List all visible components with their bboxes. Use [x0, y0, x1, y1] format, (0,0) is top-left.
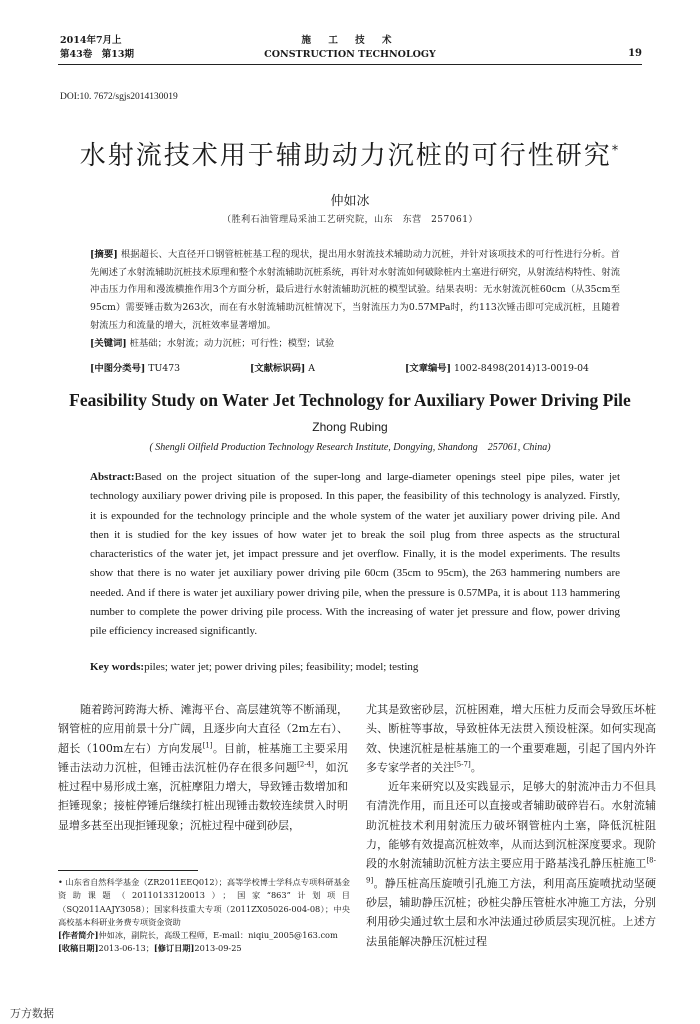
title-footnote-mark: * — [611, 143, 621, 159]
revised-label: [修订日期] — [153, 943, 195, 954]
article-no-block — [405, 362, 589, 376]
paragraph-text: 尤其是致密砂层，沉桩困难，增大压桩力反而会导致压坏桩头、断桩等事故，导致桩体无法贯入预设桩深。如何实现高效、快速沉桩是桩基施工的一个重要难题，引起了国内外许多专家学者的关注 — [366, 703, 656, 774]
doc-code-label: [文献标识码] — [250, 363, 306, 374]
citation: [8-9] — [366, 856, 656, 885]
fund-note: • 山东省自然科学基金（ZR2011EEQ012）；高等学校博士学科点专项科研基金资助课题（20110133120013）；国家“863”计划项目（SQ2011AAJY3058）；国家科技重大专项（2011ZX05026-004-08）；中央高校基本科研业务费专项资金资助 — [58, 877, 350, 927]
citation: [1] — [202, 740, 213, 749]
author-bio — [58, 929, 350, 942]
dates — [58, 942, 350, 955]
abstract-cn — [90, 246, 620, 352]
footnote-divider — [58, 870, 198, 871]
affiliation-cn: （胜利石油管理局采油工艺研究院，山东 东营 257061） — [222, 215, 478, 225]
paragraph-text: 随着跨河跨海大桥、滩海平台、高层建筑等不断涌现，钢管桩的应用前景十分广阔，且逐步向大直径（2m左右）、超长（100m左右）方向发展 — [58, 703, 348, 755]
title-cn — [40, 135, 660, 172]
issue-date: 2014年7月上 — [60, 35, 122, 46]
doc-code-value: A — [308, 363, 315, 374]
paragraph-text: 。静压桩高压旋喷引孔施工方法，利用高压旋喷扰动坚硬砂层，辅助静压沉桩；砂桩尖静压管桩水冲施工方法，分别利用砂尖通过软土层和水冲法通过砂质层实现沉桩。上述方法虽能解决静压沉桩过程 — [366, 876, 656, 948]
page-number: 19 — [628, 48, 642, 59]
abstract-en — [90, 468, 620, 642]
journal-name — [250, 34, 450, 62]
paragraph-text: 近年来研究以及实践显示，足够大的射流冲击力不但具有清洗作用，而且还可以直接或者辅助破碎岩石。水射流辅助沉桩技术利用射流压力破坏钢管桩内土塞，降低沉桩阻力，能够有效提高沉桩效率，从而达到沉桩深度要求。现阶段的水射流辅助沉桩方法主要应用于路基浅孔静压桩施工 — [366, 780, 656, 871]
keywords-en-text: piles; water jet; power driving piles; feasibility; model; testing — [144, 661, 419, 673]
affiliation-en: ( Shengli Oilfield Production Technology Research Institute, Dongying, Shandong 257061, China) — [149, 442, 551, 453]
body-column-right — [366, 700, 656, 951]
author-en: Zhong Rubing — [312, 420, 388, 434]
clc-value: TU473 — [148, 363, 181, 374]
title-cn-text: 水射流技术用于辅助动力沉桩的可行性研究 — [79, 141, 612, 171]
paragraph — [366, 777, 656, 951]
header-divider — [58, 64, 642, 65]
paragraph — [366, 700, 656, 777]
received-label: [收稿日期] — [58, 943, 99, 954]
keywords-cn-text: 桩基础；水射流；动力沉桩；可行性；模型；试验 — [129, 337, 335, 349]
author-bio-text: 仲如冰，副院长，高级工程师，E-mail：niqiu_2005@163.com — [98, 930, 338, 941]
abstract-cn-text: 根据超长、大直径开口钢管桩桩基工程的现状，提出用水射流技术辅助动力沉桩，并针对该项技术的可行性进行分析。首先阐述了水射流辅助沉桩技术原理和整个水射流辅助沉桩系统，再针对水射流如何破除桩内土塞进行研究，从射流结构特性、射流冲击压力作用和漫流横推作用3个方面分析，最后进行水射流辅助沉桩的模型试验。结果表明：无水射流沉桩60cm（从35cm至95cm）需要锤击数为263次，而在有水射流辅助沉桩情况下，当射流压力为0.57MPa时，约113次锤击即可完成沉桩，且随着射流压力和流量的增大，沉桩效率显著增加。 — [90, 249, 620, 331]
journal-name-en: CONSTRUCTION TECHNOLOGY — [264, 49, 436, 60]
keywords-en-label: Key words: — [90, 661, 145, 673]
body-column-left — [58, 700, 348, 835]
journal-name-cn: 施 工 技 术 — [301, 35, 399, 46]
citation: [2-4] — [297, 760, 314, 769]
author-cn: 仲如冰 — [330, 194, 370, 209]
keywords-en — [90, 661, 620, 673]
paragraph-text: ，如沉桩过程中易形成土塞，沉桩摩阻力增大，导致锤击数增加和拒锤现象；接桩停锤后继续打桩出现锤击数较连续贯入时明显增多甚至出现拒锤现象；沉桩过程中碰到砂层， — [58, 760, 349, 832]
received-date: 2013-06-13； — [98, 943, 154, 954]
revised-date: 2013-09-25 — [194, 943, 242, 954]
clc-block — [90, 362, 180, 376]
citation: [5-7] — [454, 760, 471, 769]
article-no-value: 1002-8498(2014)13-0019-04 — [453, 363, 589, 374]
issue-info — [60, 34, 134, 62]
watermark: 万方数据 — [10, 1007, 54, 1020]
title-en: Feasibility Study on Water Jet Technology for Auxiliary Power Driving Pile — [69, 390, 631, 410]
footnote — [58, 876, 350, 956]
abstract-cn-label: [摘要] — [90, 249, 118, 260]
paragraph-text: 。目前，桩基施工主要采用锤击法动力沉桩，但锤击法沉桩仍存在很多问题 — [58, 741, 348, 774]
clc-label: [中图分类号] — [90, 363, 146, 374]
author-bio-label: [作者简介] — [58, 930, 99, 941]
paragraph-text: 。 — [470, 760, 482, 774]
paragraph — [58, 700, 348, 835]
abstract-en-text: Based on the project situation of the super-long and large-diameter openings steel pipe piles, water jet technology auxiliary power driving pile is proposed. In this paper, the feasibility of this technology is analyzed. Firstly, it is expounded for the technology principle and the whole system of the water jet auxiliary power driving pile. And then it is studied for the key issues of how water jet to break the soil plug from three aspects as the structural characteristics of the water jet, jet impact pressure and jet overflow. Finally, it is the model experiments. The results show that there is no water jet auxiliary power driving pile 60cm (35cm to 95cm), the 263 hammering numbers are needed. And if there is water jet auxiliary power driving pile, when the pressure is 0.57MPa, it is about 113 hammering number to complete the power driving pile process. With the increasing of water jet pressure and flow, power driving pile efficiency increased significantly. — [90, 471, 620, 638]
issue-volume: 第43卷 第13期 — [60, 49, 134, 60]
doi: DOI:10. 7672/sgjs2014130019 — [60, 92, 178, 102]
article-no-label: [文章编号] — [405, 363, 451, 374]
doc-code-block — [250, 362, 315, 376]
keywords-cn-label: [关键词] — [90, 337, 127, 349]
abstract-en-label: Abstract: — [90, 471, 135, 483]
